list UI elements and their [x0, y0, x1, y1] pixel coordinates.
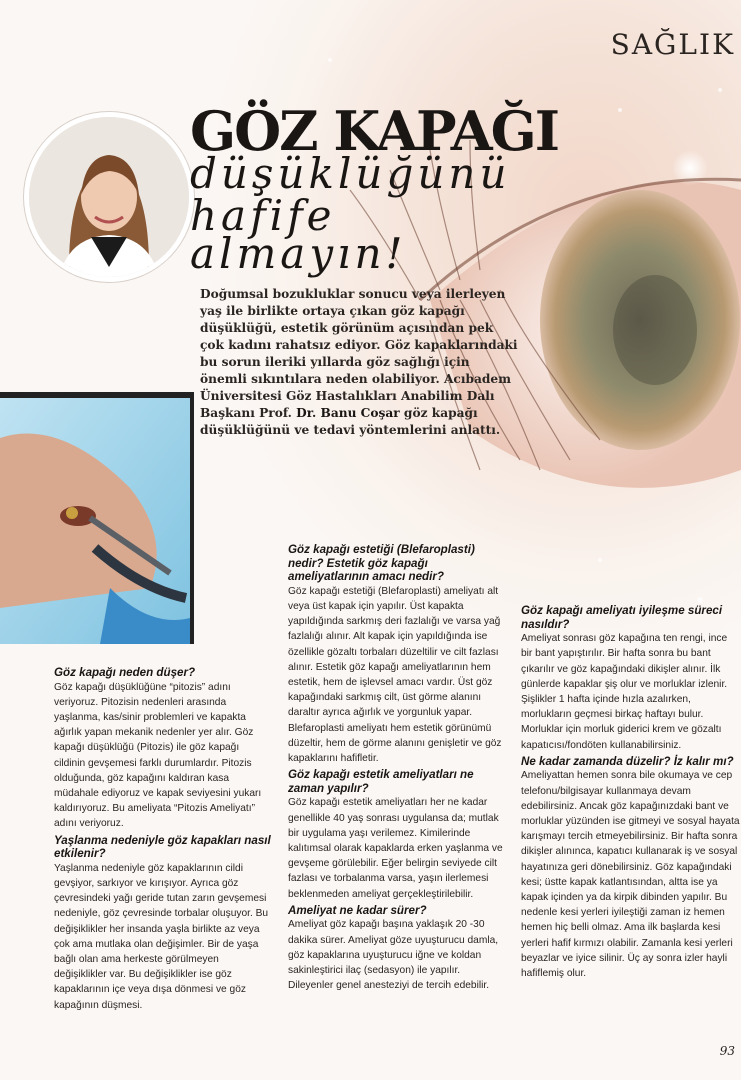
text-aging-effects: Yaşlanma nedeniyle göz kapaklarının cildi gevşiyor, sarkıyor ve kırışıyor. Ayrıca göz çevresindeki yağı geride tutan zarın gevşemesi nedeniyle, göz çevresinde torbalar oluşuyor. Bu değişiklikler her insanda yaşla birlikte az veya çok ama mutlaka olan değişimler. Bir de yaşa bağlı olan ama herkeste görülmeyen değişiklikler var. Bu değişiklikler ise göz kapaklarının içe veya dışa dönmesi ve göz kapağının düşmesi.: [54, 862, 269, 1011]
heading-blepharoplasty: Göz kapağı estetiği (Blefaroplasti) nedir? Estetik göz kapağı ameliyatlarının amacı nedir?: [288, 543, 475, 584]
heading-when-surgery: Göz kapağı estetik ameliyatları ne zaman yapılır?: [288, 768, 474, 795]
lead-doctor-name: Dr. Banu Coşar: [296, 406, 400, 420]
text-surgery-duration: Ameliyat göz kapağı başına yaklaşık 20 -30 dakika sürer. Ameliyat göze uyuşturucu damla, göz kapaklarına uyuşturucu iğne ve koldan sakinleştirici ilaç (sedasyon) ile yapılır. Dileyenler genel anesteziyi de tercih edebilir.: [288, 919, 499, 992]
surgery-photo: [0, 392, 194, 644]
page-number: 93: [719, 1044, 735, 1058]
lead-text-part1: Doğumsal bozukluklar sonucu veya ilerleyen yaş ile birlikte ortaya çıkan göz kapağı düşüklüğü, estetik görünüm açısından pek çok kadını rahatsız ediyor. Göz kapaklarındaki bu sorun ileriki yıllarda göz sağlığı için önemli sıkıntılara neden olabiliyor. Acıbadem Üniversitesi Göz Hastalıkları Anabilim Dalı Başkanı Prof.: [200, 287, 518, 420]
title-script-line1: düşüklüğünü: [190, 149, 511, 198]
doctor-portrait-image: [29, 117, 189, 277]
article-column-2: [288, 543, 508, 995]
title-script-line2: hafife: [190, 191, 336, 240]
section-label: SAĞLIK: [610, 28, 735, 61]
text-recovery: Ameliyat sonrası göz kapağına ten rengi, ince bir bant yapıştırılır. Bir hafta sonra bu bant çıkarılır ve göz kapağındaki dikişler alınır. İlk günlerde kapaklar şiş olur ve morluklar izlenir. Şişlikler 1 hafta içinde hızla azalırken, morlukların geçmesi birkaç haftayı bulur. Morluklar için morluk giderici krem ve gözaltı kapatıcısı/fondöten kullanabilirsiniz.: [521, 633, 728, 751]
heading-surgery-duration: Ameliyat ne kadar sürer?: [288, 903, 427, 917]
article-column-3: [521, 604, 741, 983]
doctor-portrait: [24, 112, 194, 282]
text-scar: Ameliyattan hemen sonra bile okumaya ve cep telefonu/bilgisayar kullanmaya devam edebilirsiniz. Ancak göz kapağınızdaki bant ve morluklar yüzünden ise gitmeyi ve sosyal hayata karışmayı tercih etmeyebilirsiniz. Bir hafta sonra dikişler alınınca, kapatıcı kullanarak iş ve sosyal hayatınıza geri dönebilirsiniz. Göz kapağındaki kesi; üstte kapak katlantısından, altta ise ya kapak içinden ya da kirpik dibinden yapılır. Bu nedenle kesi yerleri iyileştiği zaman iz hemen hemen hiç belli olmaz. Ama ilk başlarda kesi yerleri hafif kırmızı olabilir. Zamanla kesi yerleri beyazlar ve iyice silinir. Üç ay sonra izler hayli hafiflemiş olur.: [521, 770, 740, 980]
lead-paragraph: [200, 286, 518, 439]
article-column-1: [54, 666, 272, 1015]
heading-recovery: Göz kapağı ameliyatı iyileşme süreci nasıldır?: [521, 604, 723, 631]
text-why-droop: Göz kapağı düşüklüğüne “pitozis” adını veriyoruz. Pitozisin nedenleri arasında yaşlanma, kas/sinir problemleri ve kapakta ağırlık yapan mekanik nedenler yer alır. Göz kapağı düşüklüğü (Pitozis) ile göz kapağı cildinin gevşemesi farklı durumlardır. Pitozis olduğunda, göz kapağını kaldıran kasa müdahale ediyoruz ve kapak seviyesini yukarı kaldırıyoruz. Bu ameliyata “Pitozis Ameliyatı” adını veriyoruz.: [54, 681, 262, 830]
heading-scar: Ne kadar zamanda düzelir? İz kalır mı?: [521, 754, 734, 768]
title-script-line3: almayın!: [190, 229, 407, 278]
text-when-surgery: Göz kapağı estetik ameliyatları her ne kadar genellikle 40 yaş sonrası uygulansa da; mutlak bir uygulama yaşı verilemez. Kimilerinde kalıtımsal olarak kapaklarda erken yaşlanma ve gevşeme görülebilir. Eğer belirgin seviyede cilt fazlası ve torbalanma varsa, yaşın ilerlemesi beklenmeden ameliyat gerçekleştirilebilir.: [288, 797, 503, 900]
lead-text-part2: göz kapağı düşüklüğünü ve tedavi yöntemlerini anlattı.: [200, 406, 501, 437]
heading-aging-effects: Yaşlanma nedeniyle göz kapakları nasıl etkilenir?: [54, 833, 271, 861]
text-blepharoplasty: Göz kapağı estetiği (Blefaroplasti) ameliyatı alt veya üst kapak için yapılır. Üst kapakta yapıldığında sarkmış deri fazlalığı ve varsa yağ fazlalığı alınır. Alt kapak için yapıldığında ise özellikle gözaltı torbaları düzeltilir ve cilt fazlası alınır. Estetik göz kapağı ameliyatlarının hem estetik, hem de işlevsel amacı vardır. Üst göz kapağındaki sarkmış cilt, üst görme alanını daraltır ayrıca ağırlık ve yorgunluk yapar. Blefaroplasti ameliyatı hem estetik görünümü düzeltir, hem de görme alanını genişletir ve göz kapaklarını hafifletir.: [288, 585, 502, 765]
heading-why-droop: Göz kapağı neden düşer?: [54, 666, 196, 679]
surgery-photo-image: [0, 398, 190, 644]
title-main: GÖZ KAPAĞI: [190, 99, 558, 163]
